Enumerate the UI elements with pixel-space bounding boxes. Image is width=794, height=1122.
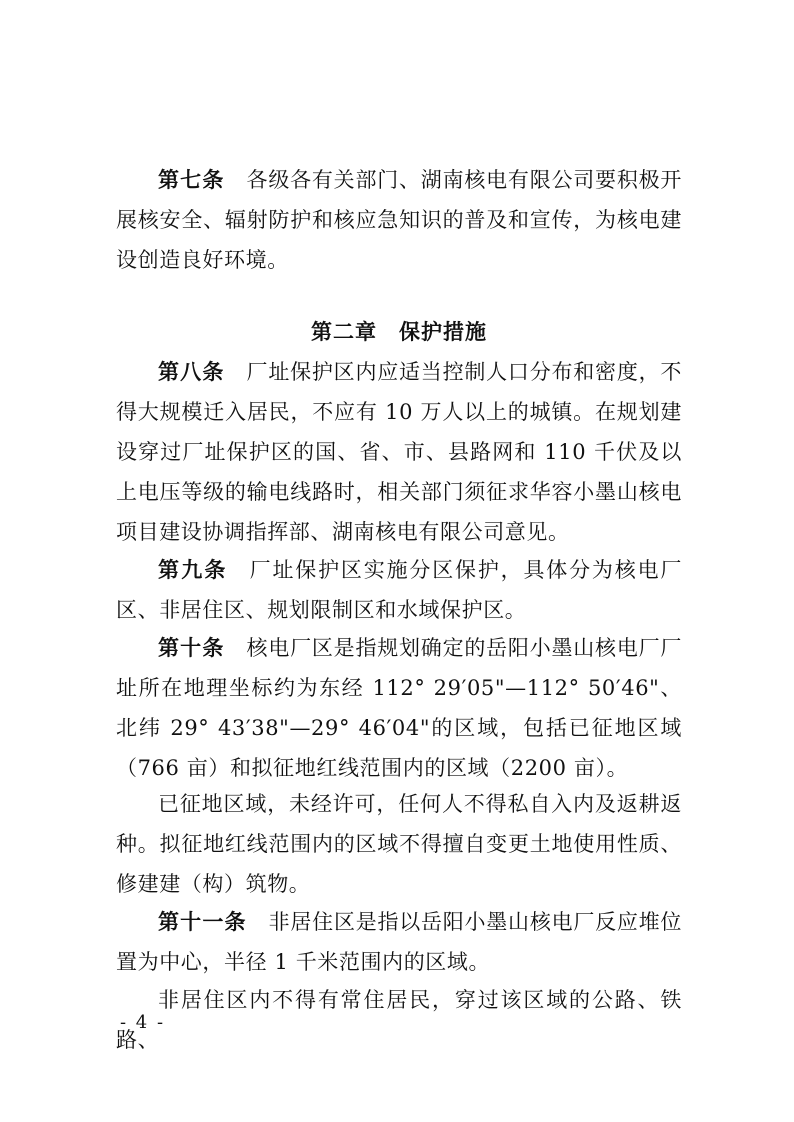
article-10-continuation-paragraph xyxy=(116,784,682,904)
paragraph-text: 已征地区域，未经许可，任何人不得私自入内及返耕返种。拟征地红线范围内的区域不得擅自变更土地使用性质、修建建（构）筑物。 xyxy=(116,792,682,896)
article-number: 第九条 xyxy=(158,558,228,582)
article-8-paragraph xyxy=(116,352,682,552)
article-number: 第七条 xyxy=(158,168,225,192)
chapter-title: 保护措施 xyxy=(399,320,487,344)
page-number: - 4 - xyxy=(120,1012,166,1033)
article-number: 第八条 xyxy=(158,360,225,384)
article-text: 各级各有关部门、湖南核电有限公司要积极开展核安全、辐射防护和核应急知识的普及和宣传，为核电建设创造良好环境。 xyxy=(116,168,682,272)
article-text: 核电厂区是指规划确定的岳阳小墨山核电厂厂址所在地理坐标约为东经 112° 29′05"—112° 50′46"、北纬 29° 43′38"—29° 46′04"的区域，包括已征地区域（766 亩）和拟征地红线范围内的区域（2200 亩）。 xyxy=(116,636,682,780)
article-10-paragraph xyxy=(116,628,682,788)
paragraph-text: 非居住区内不得有常住居民，穿过该区域的公路、铁路、 xyxy=(116,988,682,1052)
article-number: 第十一条 xyxy=(158,910,247,934)
article-7-paragraph xyxy=(116,160,682,280)
article-11-paragraph xyxy=(116,902,682,982)
article-text: 厂址保护区内应适当控制人口分布和密度，不得大规模迁入居民，不应有 10 万人以上的城镇。在规划建设穿过厂址保护区的国、省、市、县路网和 110 千伏及以上电压等级的输电线路时，相关部门须征求华容小墨山核电项目建设协调指挥部、湖南核电有限公司意见。 xyxy=(116,360,682,544)
article-11-continuation-paragraph xyxy=(116,980,682,1060)
article-text: 厂址保护区实施分区保护，具体分为核电厂区、非居住区、规划限制区和水域保护区。 xyxy=(116,558,682,622)
article-number: 第十条 xyxy=(158,636,225,660)
article-9-paragraph xyxy=(116,550,682,630)
chapter-heading xyxy=(116,312,682,352)
article-text: 非居住区是指以岳阳小墨山核电厂反应堆位置为中心，半径 1 千米范围内的区域。 xyxy=(116,910,682,974)
chapter-number: 第二章 xyxy=(311,320,377,344)
